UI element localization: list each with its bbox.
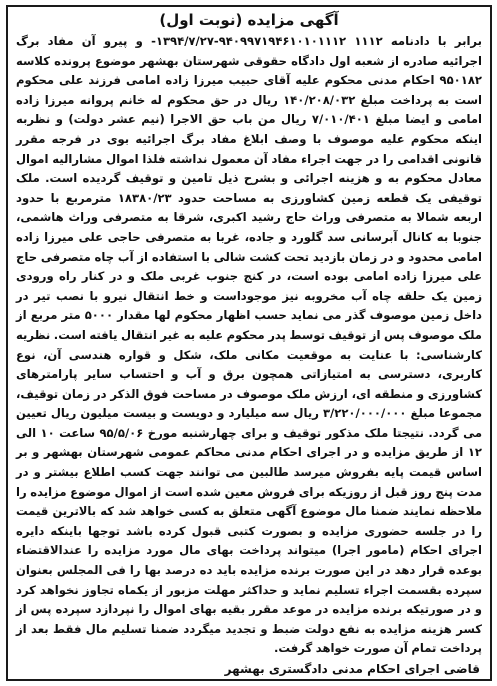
notice-signature: قاضی اجرای احکام مدنی دادگستری بهشهر: [224, 662, 480, 676]
notice-body: برابر با دادنامه ۱۱۱۲ ۹۴۰۹۹۷۱۹۴۶۱۰۱۰۱۱۱۲-۱۳۹۴/۷/۲۷- و پیرو آن مفاد برگ اجرائیه صادره از شعبه اول دادگاه حقوقی شهرستان بهشهر موضوع پرونده کلاسه ۹۵۰۱۸۲ احکام مدنی محکوم علیه آقای حبیب میرزا زاده امامی فرزند علی محکوم است به پرداخت مبلغ ۱۴۰/۲۰۸/۰۳۲ ریال در حق محکوم له خانم پروانه میرزا زاده امامی و ایضا مبلغ ۷/۰۱۰/۴۰۱ ریال من باب حق الاجرا (نیم عشر دولت) و نظربه اینکه محکوم علیه موصوف با وصف ابلاغ مفاد برگ اجرائیه بوی در فرجه مقرر قانونی اقدامی را در جهت اجراء مفاد آن معمول نداشته فلذا اموال مشارالیه اموال معادل محکوم به و هزینه اجرائی و بشرح ذیل تامین و توقیف گردیده است. ملک توقیفی یک قطعه زمین کشاورزی به مساحت حدود ۱۸۳۸۰/۲۳ مترمربع با حدود اربعه شمالا به متصرفی وراث حاج رشید اکبری، شرقا به متصرفی وراث هاشمی، جنوبا به کانال آبرسانی سد گلورد و جاده، غربا به متصرفی حاجی علی میرزا زاده امامی محدود و در زمان بازدید تحت کشت شالی با استفاده از آب چاه متصرفی حاج علی میرزا زاده امامی بوده است، در کنج جنوب غربی ملک و در کنار راه ورودی زمین یک حلقه چاه آب مخروبه نیز موجوداست و خط انتقال نیرو با نصب تیر در داخل زمین موصوف گذر می نماید حسب اظهار محکوم لها مقدار ۵۰۰۰ متر مربع از ملک موصوف پس از توقیف توسط پدر محکوم علیه به غیر انتقال یافته است. نظریه کارشناسی: با عنایت به موقعیت مکانی ملک، شکل و قواره هندسی آن، نوع کاربری، دسترسی به امتیازاتی همچون برق و آب و احتساب سایر پارامترهای کشاورزی و منطقه ای، ارزش ملک موصوف در مساحت فوق الذکر در زمان توقیف، مجموعا مبلغ ۳/۲۲۰/۰۰۰/۰۰۰ ریال سه میلیارد و دویست و بیست میلیون ریال تعیین می گردد. نتیجتا ملک مذکور توقیف و برای چهارشنبه مورخ ۹۵/۵/۰۶ ساعت ۱۰ الی ۱۲ از طریق مزایده و در اجرای احکام مدنی محاکم عمومی شهرستان بهشهر و بر اساس قیمت پایه بفروش میرسد طالبین می توانند جهت کسب اطلاع بیشتر و در مدت پنج روز قبل از روزیکه برای فروش معین شده است از اموال موضوع مزایده را ملاحظه نمایند ضمنا مال موضوع آگهی متعلق به کسی خواهد شد که بالاترین قیمت را در جلسه حضوری مزایده و بصورت کتبی قبول کرده باشد توجها باینکه دایره اجرای احکام (مامور اجرا) میتواند پرداخت بهای مال مورد مزایده را عندالاقتضاء بوعده قرار دهد در این صورت برنده مزایده باید ده درصد بها را فی المجلس بعنوان سپرده بقسمت اجراء تسلیم نماید و حداکثر مهلت مزبور از یکماه تجاوز نخواهد کرد و در صورتیکه برنده مزایده در موعد مقرر بقیه بهای اموال را نپردازد سپرده پس از کسر هزینه مزایده به نفع دولت ضبط و تجدید میگردد ضمنا تسلیم مال فقط بعد از پرداخت تمام آن صورت خواهد گرفت.: [16, 34, 483, 656]
notice-title: آگهی مزایده (نوبت اول): [159, 11, 339, 29]
auction-notice: [6, 5, 492, 681]
